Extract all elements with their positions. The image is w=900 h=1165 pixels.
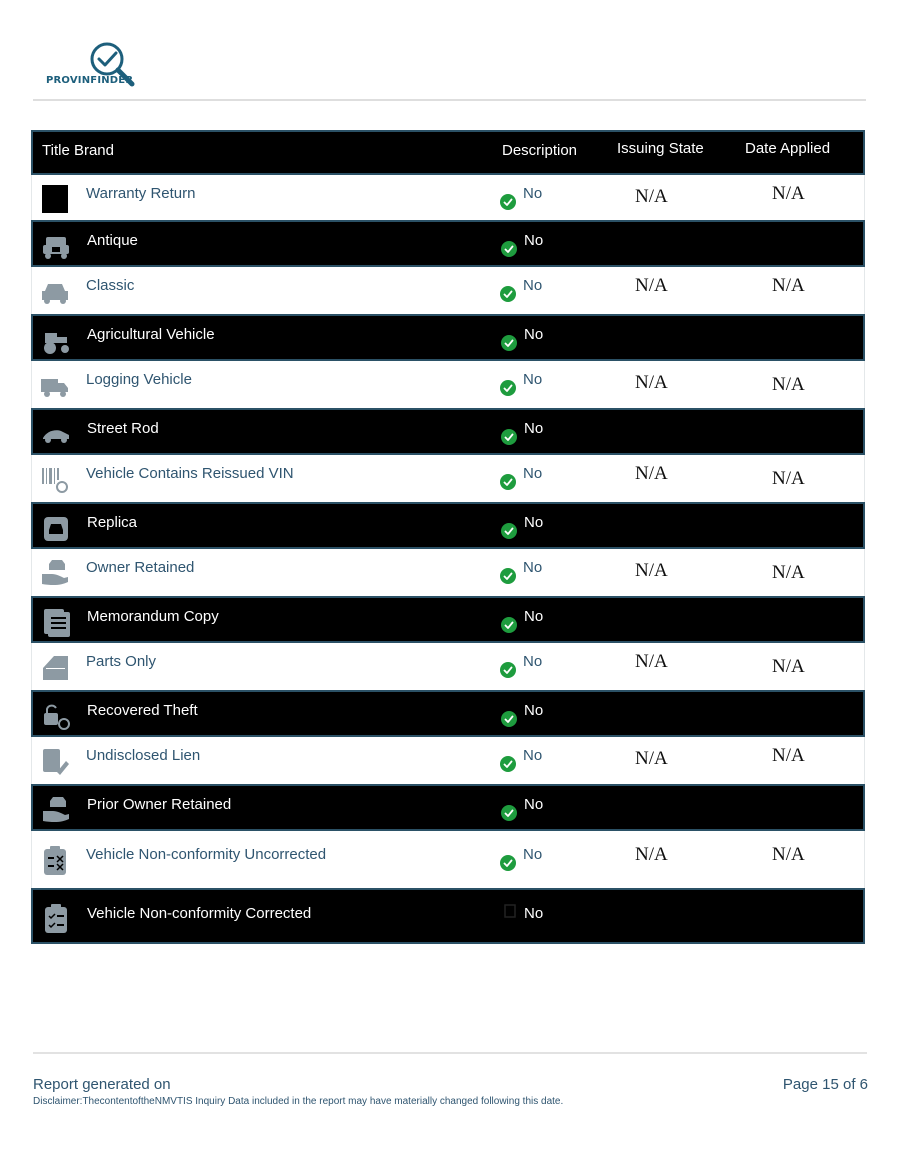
description-value: No (524, 702, 544, 719)
table-row (31, 737, 865, 784)
table-row (31, 784, 865, 831)
lock-refresh-icon (41, 701, 71, 731)
date-applied-value: N/A (772, 656, 805, 677)
document-copy-icon (41, 607, 71, 637)
table-row (31, 314, 865, 361)
brand-label-classic: Classic (86, 277, 135, 294)
replica-car-icon (41, 513, 71, 543)
table-row (31, 596, 865, 643)
check-circle-icon (500, 194, 516, 210)
car-door-icon (40, 652, 70, 682)
table-body (31, 175, 865, 944)
clipboard-x-icon (40, 845, 70, 875)
check-circle-icon (500, 474, 516, 490)
description-value: No (523, 185, 543, 202)
brand-label-owner-retained: Owner Retained (86, 559, 195, 576)
date-applied-value: N/A (772, 562, 805, 583)
header-issuing-state: Issuing State (617, 140, 704, 157)
table-row (31, 888, 865, 944)
description-value: No (523, 747, 543, 764)
table-row (31, 690, 865, 737)
status-box-icon (501, 903, 517, 919)
brand-label-recovered-theft: Recovered Theft (87, 702, 198, 719)
page-number: Page 15 of 6 (782, 1076, 868, 1093)
issuing-state-value: N/A (635, 560, 668, 581)
check-circle-icon (501, 241, 517, 257)
report-generated-text: Report generated on (33, 1076, 171, 1093)
classic-car-icon (40, 276, 70, 306)
check-circle-icon (501, 805, 517, 821)
description-value: No (524, 905, 544, 922)
check-circle-icon (500, 855, 516, 871)
check-circle-icon (501, 617, 517, 633)
date-applied-value: N/A (772, 844, 805, 865)
table-row (31, 175, 865, 220)
table-row (31, 643, 865, 690)
disclaimer-text: Disclaimer:ThecontentoftheNMVTIS Inquiry Data included in the report may have materially changed following this date. (33, 1096, 564, 1107)
table-row (31, 455, 865, 502)
description-value: No (524, 796, 544, 813)
brand-label-memorandum-copy: Memorandum Copy (87, 608, 219, 625)
brand-label-vehicle-contains-reissued-vin: Vehicle Contains Reissued VIN (86, 465, 294, 482)
black-square-icon (40, 183, 70, 213)
brand-label-street-rod: Street Rod (87, 420, 159, 437)
issuing-state-value: N/A (635, 748, 668, 769)
header-title-brand: Title Brand (42, 142, 114, 159)
table-row (31, 267, 865, 314)
brand-label-prior-owner-retained: Prior Owner Retained (87, 796, 232, 813)
description-value: No (523, 846, 543, 863)
check-circle-icon (500, 756, 516, 772)
description-value: No (524, 420, 544, 437)
table-row (31, 549, 865, 596)
issuing-state-value: N/A (635, 275, 668, 296)
date-applied-value: N/A (772, 745, 805, 766)
header-divider (33, 99, 866, 101)
table-row (31, 408, 865, 455)
check-circle-icon (500, 662, 516, 678)
street-rod-icon (41, 419, 71, 449)
check-circle-icon (500, 380, 516, 396)
table-row (31, 502, 865, 549)
description-value: No (523, 653, 543, 670)
header-description: Description (502, 142, 578, 159)
date-applied-value: N/A (772, 183, 805, 204)
description-value: No (523, 465, 543, 482)
table-row (31, 220, 865, 267)
hand-car-icon (40, 558, 70, 588)
barcode-refresh-icon (40, 464, 70, 494)
description-value: No (524, 232, 544, 249)
description-value: No (524, 514, 544, 531)
description-value: No (523, 559, 543, 576)
description-value: No (523, 277, 543, 294)
provinfinder-logo (33, 24, 144, 100)
header-date-applied: Date Applied (745, 140, 831, 157)
brand-label-logging-vehicle: Logging Vehicle (86, 371, 192, 388)
brand-label-agricultural-vehicle: Agricultural Vehicle (87, 326, 215, 343)
brand-label-replica: Replica (87, 514, 138, 531)
check-circle-icon (501, 335, 517, 351)
table-row (31, 831, 865, 888)
title-brand-table (31, 130, 865, 944)
clipboard-check-icon (41, 903, 71, 933)
issuing-state-value: N/A (635, 463, 668, 484)
description-value: No (524, 608, 544, 625)
antique-car-icon (41, 231, 71, 261)
issuing-state-value: N/A (635, 186, 668, 207)
brand-label-antique: Antique (87, 232, 138, 249)
issuing-state-value: N/A (635, 844, 668, 865)
date-applied-value: N/A (772, 374, 805, 395)
document-pen-icon (40, 746, 70, 776)
brand-label-undisclosed-lien: Undisclosed Lien (86, 747, 201, 764)
logo-text: PROVINFINDER (46, 75, 134, 86)
check-circle-icon (500, 286, 516, 302)
check-circle-icon (501, 711, 517, 727)
brand-label-parts-only: Parts Only (86, 653, 157, 670)
issuing-state-value: N/A (635, 372, 668, 393)
table-header-row (31, 130, 865, 175)
table-row (31, 361, 865, 408)
hand-car-icon (41, 795, 71, 825)
tractor-icon (41, 325, 71, 355)
date-applied-value: N/A (772, 468, 805, 489)
brand-label-vehicle-non-conformity-uncorrected: Vehicle Non-conformity Uncorrected (86, 846, 327, 863)
description-value: No (523, 371, 543, 388)
check-circle-icon (501, 429, 517, 445)
brand-label-vehicle-non-conformity-corrected: Vehicle Non-conformity Corrected (87, 905, 312, 922)
footer-divider (33, 1052, 867, 1054)
date-applied-value: N/A (772, 275, 805, 296)
logging-truck-icon (40, 370, 70, 400)
check-circle-icon (501, 523, 517, 539)
brand-label-warranty-return: Warranty Return (86, 185, 196, 202)
description-value: No (524, 326, 544, 343)
issuing-state-value: N/A (635, 651, 668, 672)
check-circle-icon (500, 568, 516, 584)
